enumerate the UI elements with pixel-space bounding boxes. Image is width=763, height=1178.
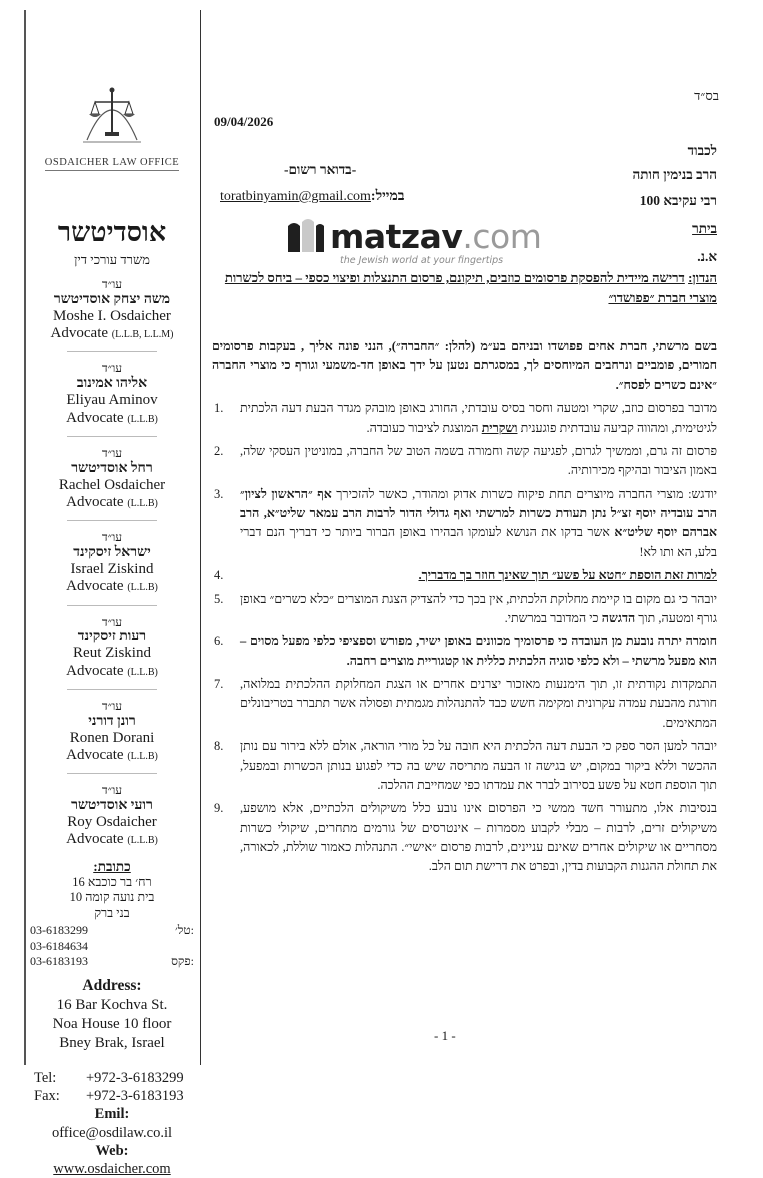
lawyer-title: עו״ד <box>101 783 123 798</box>
lawyer-entry <box>24 278 200 352</box>
scales-of-justice-icon <box>77 70 147 150</box>
greeting: א.נ. <box>697 249 717 264</box>
website-link[interactable]: www.osdaicher.com <box>53 1160 171 1177</box>
contact-english <box>24 1069 200 1178</box>
lawyer-name-english: Rachel Osdaicher <box>58 476 166 493</box>
paragraph-text: מדובר בפרסום כוזב, שקרי ומטעה וחסר בסיס עובדתי, החורג באופן מובהק מגדר הבעת דעה הלכתית לגיטימית, ומהווה קביעה עובדתית פוגענית ושקרית המוצגת לציבור כעובדה. <box>240 401 717 435</box>
numbered-paragraph <box>212 485 717 563</box>
address-line: Bney Brak, Israel <box>59 1034 165 1051</box>
recipient-name: הרב בנימין חותה <box>632 167 717 182</box>
paragraph-number: 4. <box>214 568 224 583</box>
numbered-paragraph <box>212 675 717 733</box>
lawyer-title: עו״ד <box>101 361 123 376</box>
address-line: Noa House 10 floor <box>52 1015 172 1032</box>
numbered-paragraph <box>212 566 717 585</box>
lawyer-name-english: Reut Ziskind <box>73 645 151 662</box>
recipient-city: ביתר <box>692 221 717 236</box>
divider <box>67 689 157 690</box>
tel-number: +972-3-6183299 <box>86 1070 184 1087</box>
phone-label: טל׳: <box>175 922 194 937</box>
phone-number: 03-6183299 <box>30 922 88 937</box>
recipient-email-line <box>220 189 405 205</box>
email-label: Emil: <box>94 1106 130 1123</box>
lawyer-name-hebrew: רונן דורני <box>88 713 136 729</box>
letterhead-sidebar <box>24 10 201 1177</box>
paragraph-number: 5. <box>214 591 224 606</box>
address-line: בית נועה קומה 10 <box>69 890 155 905</box>
intro-paragraph: בשם מרשתי, חברת אחים פפושדו ובניהם בע״מ (להלן: ״החברה״), הנני פונה אליך , בעקבות פרסומים חמורים, פומביים ונרחבים המיוחסים לך, במסגרתם נטען על ידך באופן חד-משמעי וגורף כי מוצרי החברה ״אינם כשרים לפסח״. <box>212 339 717 392</box>
paragraph-text: התמקדות נקודתית זו, תוך הימנעות מאזכור יצרנים אחרים או הצגת המחלוקת ההלכתית במלואה, חורגת מהבעת עמדה עקרונית ומקימה חשש כבד להתנהלות מגמתית ופסולה אשר תתברר בטריבונלים המתאימים. <box>240 677 717 730</box>
page-number: - 1 - <box>434 1028 456 1043</box>
subject-prefix: הנדון: <box>688 270 717 285</box>
bsd-header: בס״ד <box>694 88 719 103</box>
lawyer-degree: Advocate (L.L.B) <box>66 409 158 426</box>
watermark-tagline: the Jewish world at your fingertips <box>340 255 504 266</box>
lawyer-degree: Advocate (L.L.B, L.L.M) <box>50 325 174 342</box>
fax-label: Fax: <box>34 1088 60 1105</box>
tel-row <box>24 1069 200 1087</box>
divider <box>67 773 157 774</box>
logo-text: OSDAICHER LAW OFFICE <box>45 157 179 171</box>
tel-label: Tel: <box>34 1070 57 1087</box>
numbered-paragraph <box>212 632 717 671</box>
lawyer-name-hebrew: ישראל זיסקינד <box>73 544 151 560</box>
lawyer-title: עו״ד <box>101 277 123 291</box>
delivery-method: -בדואר רשום- <box>284 162 357 177</box>
phone-row <box>30 954 194 970</box>
paragraph-text: פרסום זה גרם, וממשיך לגרום, לפגיעה קשה וחמורה בשמה הטוב של החברה, במוניטין העסקי שלה, באמון הציבור ובהיקף מכירותיה. <box>240 443 717 478</box>
lawyer-name-english: Israel Ziskind <box>70 561 154 578</box>
lawyer-name-hebrew: רחל אוסדיטשר <box>71 460 153 476</box>
numbered-paragraph <box>212 399 717 438</box>
lawyer-entry <box>24 362 200 436</box>
lawyer-name-hebrew: משה יצחק אוסדיטשר <box>53 291 171 307</box>
numbered-paragraph <box>212 590 717 629</box>
phone-number: 03-6183193 <box>30 954 88 969</box>
firm-logo <box>42 70 182 171</box>
address-heading-english: Address: <box>82 976 142 994</box>
lawyer-name-hebrew: אליהו אמינוב <box>76 376 148 392</box>
lawyer-degree: Advocate (L.L.B) <box>66 831 158 848</box>
lawyer-name-english: Eliyau Aminov <box>66 392 158 409</box>
lawyer-title: עו״ד <box>101 445 123 460</box>
firm-subtitle: משרד עורכי דין <box>74 252 150 267</box>
address-english <box>24 976 200 1053</box>
letter-subject <box>212 268 717 308</box>
lawyer-name-hebrew: רעות זיסקינד <box>77 629 147 645</box>
paragraph-number: 9. <box>214 801 224 816</box>
phone-label: פקס: <box>171 954 194 969</box>
lawyer-title: עו״ד <box>101 698 123 713</box>
recipient-street: רבי עקיבא 100 <box>639 193 717 208</box>
firm-name-hebrew: אוסדיטשר <box>57 217 167 247</box>
lawyer-list <box>24 278 200 849</box>
letter-content <box>212 337 717 877</box>
watermark-word: matzav.com <box>330 216 542 256</box>
lawyer-name-hebrew: רועי אוסדיטשר <box>71 798 153 814</box>
matzav-logo-icon <box>286 218 326 254</box>
paragraph-number: 7. <box>214 677 224 691</box>
lawyer-degree: Advocate (L.L.B) <box>66 662 158 679</box>
address-line: בני ברק <box>94 905 130 920</box>
lawyer-name-english: Moshe I. Osdaicher <box>53 307 171 324</box>
matzav-watermark <box>286 218 541 254</box>
recipient-email-label: במייל: <box>370 189 405 204</box>
address-line: רח׳ בר כוכבא 16 <box>72 875 152 890</box>
address-heading-hebrew: כתובת: <box>93 858 131 874</box>
recipient-email[interactable]: toratbinyamin@gmail.com <box>220 189 371 204</box>
address-hebrew <box>24 859 200 921</box>
recipient-salutation: לכבוד <box>687 143 717 158</box>
lawyer-entry <box>24 700 200 774</box>
paragraph-number: 1. <box>214 401 224 416</box>
lawyer-name-english: Ronen Dorani <box>69 729 155 746</box>
phone-number: 03-6184634 <box>30 938 88 953</box>
numbered-paragraph <box>212 799 717 877</box>
fax-number: +972-3-6183193 <box>86 1088 184 1105</box>
web-label: Web: <box>95 1142 129 1159</box>
divider <box>67 605 157 606</box>
lawyer-degree: Advocate (L.L.B) <box>66 747 158 764</box>
paragraph-text: יובהר כי גם מקום בו קיימת מחלוקת הלכתית, אין בכך כדי להצדיק הצגת המוצרים ״כלא כשרים״ באופן גורף ומטעה, תוך הדגשה כי המדובר במרשתי. <box>240 591 717 625</box>
lawyer-degree: Advocate (L.L.B) <box>66 493 158 510</box>
fax-row <box>24 1087 200 1105</box>
paragraph-number: 8. <box>214 739 224 754</box>
paragraph-number: 3. <box>214 486 224 501</box>
phone-row <box>30 939 194 955</box>
lawyer-title: עו״ד <box>101 614 123 629</box>
numbered-paragraph <box>212 442 717 481</box>
paragraph-text: יובהר למען הסר ספק כי הבעת דעה הלכתית היא חובה על כל מורי הוראה, אולם ללא בירור עם נותן ההכשר וללא ביקור במקום, יש בגישה זו הבעה מתריסה שיש בה כדי לפגוע בנותן הכשרות ובמפעל, תוך הוספת חטא על פשע בסירוב לברר את עמדתו כפי שמחייבת ההלכה. <box>240 739 717 792</box>
lawyer-entry <box>24 447 200 521</box>
letter-body <box>212 0 717 1080</box>
numbered-paragraph <box>212 737 717 795</box>
lawyer-entry <box>24 784 200 848</box>
lawyer-degree: Advocate (L.L.B) <box>66 578 158 595</box>
paragraph-text: חומרה יתרה נובעת מן העובדה כי פרסומיך מכוונים באופן ישיר, מפורש וספציפי כלפי מפעל מסוים – הוא מפעל מרשתי – ולא כלפי סוגיה הלכתית כללית או קטגוריית מוצרים רחבה. <box>240 634 717 668</box>
subject-text: דרישה מיידית להפסקת פרסומים כוזבים, תיקונם, פרסום התנצלות ופיצוי כספי – ביחס לכשרות מוצרי חברת ״פפושדו״ <box>224 270 717 306</box>
paragraph-number: 2. <box>214 443 224 458</box>
lawyer-entry <box>24 616 200 690</box>
email-address[interactable]: office@osdilaw.co.il <box>51 1124 173 1141</box>
phone-row <box>30 923 194 939</box>
address-line: 16 Bar Kochva St. <box>56 996 168 1013</box>
paragraph-text: בנסיבות אלו, מתעורר חשד ממשי כי הפרסום אינו נובע כלל משיקולים הלכתיים, אלא מושפע, משיקולים זרים, לרבות – מבלי לקבוע מסמרות – אינטרסים של גורמים מתחרים, שיקולי כשרות מסחריים או שיקולים אחרים שאינם עניינים, לרבות פרסום ״אישי״. התנהלות כאמור שוללת, לכאורה, את תחולת ההגנות הקבועות בדין, ובפרט את דרישת תום הלב. <box>240 801 717 874</box>
paragraph-text: למרות זאת הוספת ״חטא על פשע״ תוך שאינך חוזר בך מדבריך. <box>418 568 717 583</box>
paragraph-text: יודגש: מוצרי החברה מיוצרים תחת פיקוח כשרות אדוק ומהודר, כאשר להזכירך אף ״הראשון לציון״ הרב עובדיה יוסף זצ״ל נתן תעודת כשרות למרשתי ואף גדולי הדור לרבות הרב עמאר שליט״א, הרב אברהם יוסף שליט״א אשר בדקו את הנושא לעומקו הבהירו באופן הברור ביותר כי דבריך הנם דברי בלע, הא ותו לא! <box>240 486 718 559</box>
divider <box>67 436 157 437</box>
divider <box>67 351 157 352</box>
phone-list <box>24 923 200 970</box>
letter-date: 09/04/2026 <box>214 114 274 129</box>
lawyer-entry <box>24 531 200 605</box>
sidebar-border <box>24 10 26 1065</box>
lawyer-name-english: Roy Osdaicher <box>67 814 157 831</box>
lawyer-title: עו״ד <box>101 530 123 545</box>
divider <box>67 520 157 521</box>
paragraph-number: 6. <box>214 634 224 649</box>
